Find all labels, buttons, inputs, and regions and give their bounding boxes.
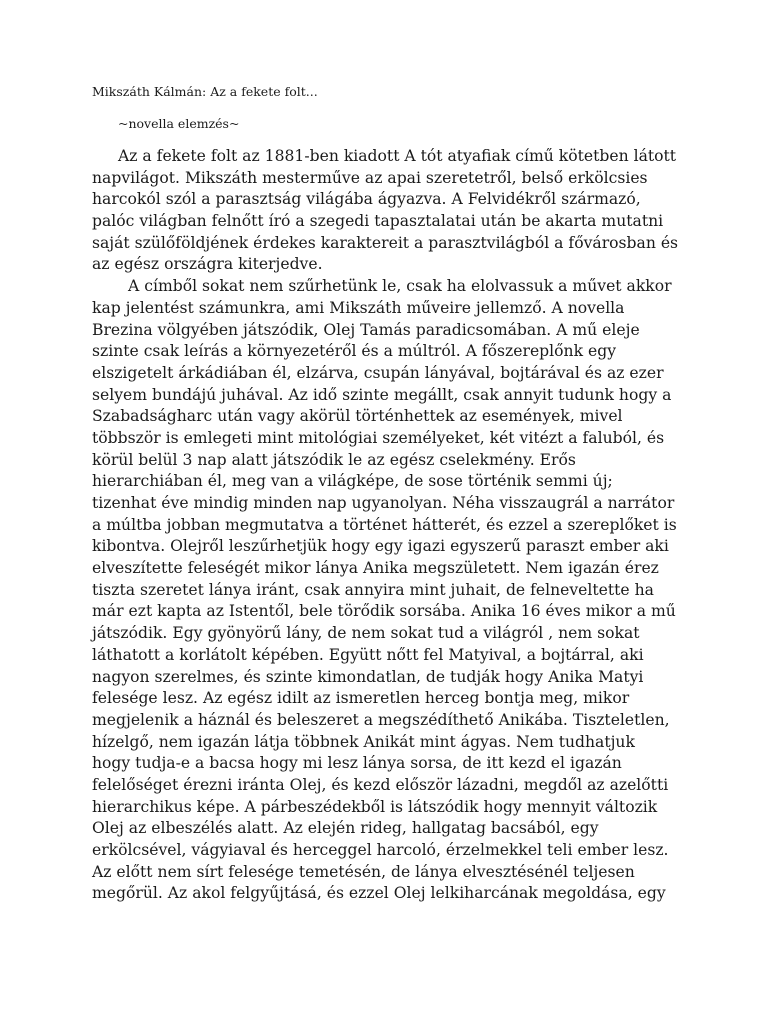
paragraph-2 <box>92 276 682 905</box>
text-line: szinte csak leírás a környezetéről és a múltról. A főszereplőnk egy <box>92 342 617 361</box>
text-line: A címből sokat nem szűrhetünk le, csak ha elolvassuk a művet akkor <box>128 277 672 296</box>
text-line: felelőséget érezni iránta Olej, és kezd először lázadni, megdől az azelőtti <box>92 775 669 794</box>
text-line: megjelenik a háznál és beleszeret a megszédíthető Anikába. Tiszteletlen, <box>92 710 670 729</box>
text-line: Olej az elbeszélés alatt. Az elején rideg, hallgatag bacsából, egy <box>92 819 599 838</box>
text-line: kap jelentést számunkra, ami Mikszáth műveire jellemző. A novella <box>92 298 625 317</box>
text-line: elszigetelt árkádiában él, elzárva, csupán lányával, bojtárával és az ezer <box>92 363 664 382</box>
text-line: kibontva. Olejről leszűrhetjük hogy egy igazi egyszerű paraszt ember aki <box>92 537 669 556</box>
paragraph-1 <box>92 146 682 276</box>
text-line: tiszta szeretet lánya iránt, csak annyira mint juhait, de felneveltette ha <box>92 580 654 599</box>
text-line: napvilágot. Mikszáth mesterműve az apai szeretetről, belső erkölcsies <box>92 168 648 187</box>
text-line: harcokól szól a parasztság világába ágyazva. A Felvidékről származó, <box>92 190 641 209</box>
text-line: láthatott a korlátolt képében. Együtt nőtt fel Matyival, a bojtárral, aki <box>92 645 644 664</box>
text-line: a múltba jobban megmutatva a történet hátterét, és ezzel a szereplőket is <box>92 515 677 534</box>
text-line: körül belül 3 nap alatt játszódik le az egész cselekmény. Erős <box>92 450 576 469</box>
text-line: Brezina völgyében játszódik, Olej Tamás paradicsomában. A mű eleje <box>92 320 640 339</box>
text-line: nagyon szerelmes, és szinte kimondatlan, de tudják hogy Anika Matyi <box>92 667 644 686</box>
text-line: saját szülőföldjének érdekes karaktereit a parasztvilágból a fővárosban és <box>92 233 679 252</box>
text-line: selyem bundájú juhával. Az idő szinte megállt, csak annyit tudunk hogy a <box>92 385 672 404</box>
text-line: Szabadságharc után vagy akörül történhettek az események, mivel <box>92 407 623 426</box>
text-line: palóc világban felnőtt író a szegedi tapasztalatai után be akarta mutatni <box>92 212 664 231</box>
text-line: Az előtt nem sírt felesége temetésén, de lánya elvesztésénél teljesen <box>92 862 635 881</box>
text-line: hízelgő, nem igazán látja többnek Anikát mint ágyas. Nem tudhatjuk <box>92 732 635 751</box>
text-line: erkölcsével, vágyiaval és herceggel harcoló, érzelmekkel teli ember lesz. <box>92 841 669 859</box>
document-subtitle: ~novella elemzés~ <box>118 116 240 131</box>
text-line: hogy tudja-e a bacsa hogy mi lesz lánya sorsa, de itt kezd el igazán <box>92 754 622 773</box>
text-line: már ezt kapta az Istentől, bele törődik sorsába. Anika 16 éves mikor a mű <box>92 602 676 621</box>
text-line: játszódik. Egy gyönyörű lány, de nem sokat tud a világról , nem sokat <box>92 624 640 643</box>
document-title: Mikszáth Kálmán: Az a fekete folt... <box>92 84 318 99</box>
text-line: többször is emlegeti mint mitológiai személyeket, két vitézt a faluból, és <box>92 428 665 447</box>
text-line: Az a fekete folt az 1881-ben kiadott A tót atyafiak című kötetben látott <box>118 147 677 165</box>
text-line: megőrül. Az akol felgyűjtásá, és ezzel Olej lelkiharcának megoldása, egy <box>92 884 666 903</box>
text-line: elveszítette feleségét mikor lánya Anika megszületett. Nem igazán érez <box>92 559 659 578</box>
text-line: az egész országra kiterjedve. <box>92 255 323 274</box>
text-line: hierarchiában él, meg van a világképe, de sose történik semmi új; <box>92 472 613 491</box>
text-line: felesége lesz. Az egész idilt az ismeretlen herceg bontja meg, mikor <box>92 689 630 708</box>
text-line: tizenhat éve mindig minden nap ugyanolyan. Néha visszaugrál a narrátor <box>92 494 675 512</box>
text-line: hierarchikus képe. A párbeszédekből is látszódik hogy mennyit változik <box>92 797 658 816</box>
document-body <box>92 146 682 905</box>
